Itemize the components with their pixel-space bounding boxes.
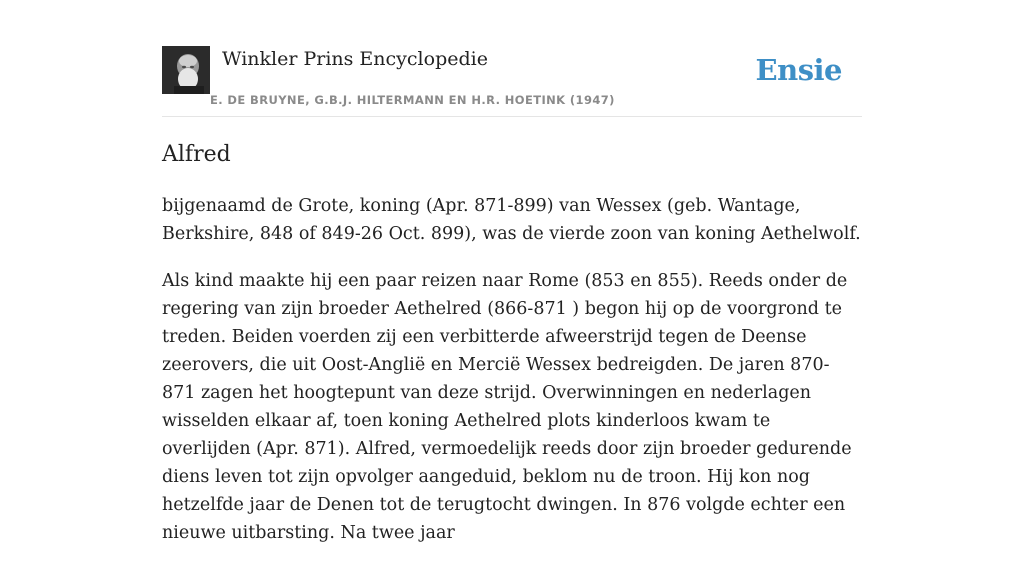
authors-line: E. DE BRUYNE, G.B.J. HILTERMANN EN H.R. HOETINK (1947) — [210, 93, 615, 107]
ensie-logo[interactable]: Ensie — [755, 53, 842, 87]
article-paragraph: bijgenaamd de Grote, koning (Apr. 871-899) van Wessex (geb. Wantage, Berkshire, 848 of 849-26 Oct. 899), was de vierde zoon van koning Aethelwolf. — [162, 196, 861, 244]
article-title: Alfred — [162, 142, 231, 167]
author-portrait-icon — [162, 46, 210, 94]
article-body — [162, 192, 862, 566]
page-header — [162, 46, 862, 117]
article-paragraph: Als kind maakte hij een paar reizen naar Rome (853 en 855). Reeds onder de regering van zijn broeder Aethelred (866-871 ) begon hij op de voorgrond te treden. Beiden voerden zij een verbitterde afweerstrijd tegen de Deense zeerovers, die uit Oost-Anglië en Mercië Wessex bedreigden. De jaren 870-871 zagen het hoogtepunt van deze strijd. Overwinningen en nederlagen wisselden elkaar af, toen koning Aethelred plots kinderloos kwam te overlijden (Apr. 871). Alfred, vermoedelijk reeds door zijn broeder gedurende diens leven tot zijn opvolger aangeduid, beklom nu de troon. Hij kon nog hetzelfde jaar de Denen tot de terugtocht dwingen. In 876 volgde echter een nieuwe uitbarsting. Na twee jaar — [162, 271, 852, 543]
encyclopedia-title: Winkler Prins Encyclopedie — [222, 48, 488, 70]
